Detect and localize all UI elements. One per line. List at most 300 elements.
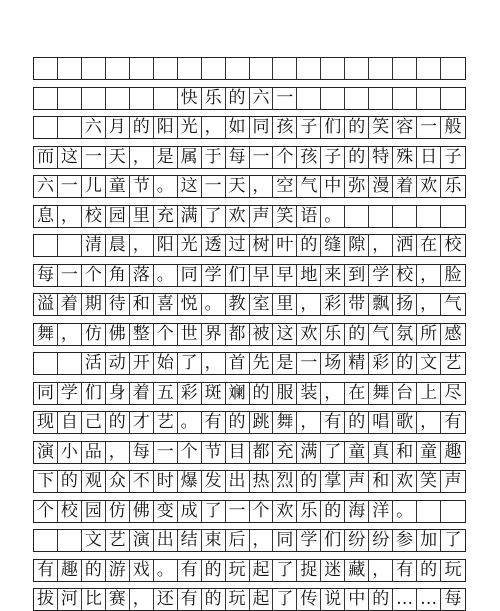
grid-cell: 和	[369, 471, 393, 492]
grid-cell: 。	[154, 265, 178, 286]
grid-cell: 童	[345, 442, 369, 463]
grid-cell	[58, 530, 82, 551]
grid-cell	[321, 58, 345, 79]
grid-cell: ，	[417, 412, 441, 433]
grid-cell: 了	[444, 530, 462, 550]
grid-cell: ，	[130, 147, 154, 168]
grid-cell: ，	[130, 235, 154, 256]
grid-cell: ，	[58, 206, 82, 227]
grid-cell: 被	[250, 324, 274, 345]
grid-cell: 待	[106, 294, 130, 315]
grid-row	[33, 293, 466, 316]
grid-cell	[154, 58, 178, 79]
grid-cell: 了	[202, 206, 226, 227]
grid-cell: 的	[130, 117, 154, 138]
grid-cell: 学	[202, 265, 226, 286]
grid-cell	[417, 206, 441, 227]
grid-cell	[178, 58, 202, 79]
grid-row	[33, 352, 466, 375]
grid-cell: 天	[106, 147, 130, 168]
grid-cell: 乐	[202, 88, 226, 109]
grid-cell: 真	[369, 442, 393, 463]
grid-cell: 洋	[369, 501, 393, 522]
grid-cell: 上	[417, 383, 441, 404]
grid-cell: 笑	[273, 206, 297, 227]
grid-cell: ，	[369, 235, 393, 256]
grid-cell: 这	[273, 324, 297, 345]
grid-cell: 的	[345, 147, 369, 168]
grid-cell: …	[393, 589, 417, 610]
grid-cell: 佛	[130, 501, 154, 522]
grid-cell: ，	[106, 442, 130, 463]
grid-cell: …	[417, 589, 441, 610]
grid-cell: 爆	[178, 471, 202, 492]
grid-cell	[417, 501, 441, 522]
grid-cell: 加	[417, 530, 441, 551]
grid-row	[33, 588, 466, 611]
grid-cell: 一	[58, 176, 82, 197]
grid-cell: 仿	[82, 324, 106, 345]
grid-cell: 阳	[154, 235, 178, 256]
grid-cell: 。	[202, 294, 226, 315]
grid-cell: 。	[154, 560, 178, 581]
grid-cell: 演	[130, 530, 154, 551]
grid-cell: 演	[34, 442, 58, 463]
grid-cell: 和	[130, 294, 154, 315]
grid-cell: 缝	[321, 235, 345, 256]
grid-cell: 有	[178, 589, 202, 610]
grid-cell: 五	[154, 383, 178, 404]
grid-cell	[82, 58, 106, 79]
grid-cell: 身	[106, 383, 130, 404]
grid-cell: 校	[58, 501, 82, 522]
grid-cell	[34, 58, 58, 79]
grid-cell: 小	[58, 442, 82, 463]
grid-cell: 童	[417, 442, 441, 463]
grid-cell: 子	[444, 146, 462, 167]
grid-row	[33, 559, 466, 582]
grid-cell: 的	[297, 471, 321, 492]
grid-cell: 个	[154, 324, 178, 345]
grid-cell: 趣	[58, 560, 82, 581]
grid-cell: 艺	[106, 530, 130, 551]
grid-cell: 先	[250, 353, 274, 374]
grid-cell: 活	[82, 353, 106, 374]
grid-cell: ，	[250, 530, 274, 551]
grid-cell: 每	[34, 265, 58, 286]
grid-cell: 起	[250, 560, 274, 581]
grid-cell	[393, 58, 417, 79]
grid-cell: 六	[250, 88, 274, 109]
grid-cell: 。	[154, 176, 178, 197]
grid-cell: 们	[321, 530, 345, 551]
grid-cell: 有	[178, 560, 202, 581]
grid-row	[33, 116, 466, 139]
grid-cell: 乐	[297, 501, 321, 522]
grid-cell: 不	[130, 471, 154, 492]
grid-cell: ，	[417, 265, 441, 286]
grid-cell: 充	[154, 206, 178, 227]
grid-cell: 的	[202, 589, 226, 610]
grid-cell	[58, 58, 82, 79]
grid-cell: 这	[58, 147, 82, 168]
grid-cell: 有	[444, 412, 462, 432]
grid-cell: 观	[82, 471, 106, 492]
grid-cell	[130, 88, 154, 109]
grid-cell: 弥	[345, 176, 369, 197]
grid-cell	[297, 58, 321, 79]
grid-cell: 纷	[369, 530, 393, 551]
grid-cell: 欢	[273, 501, 297, 522]
grid-cell: 树	[250, 235, 274, 256]
grid-cell: 脸	[444, 264, 462, 285]
grid-cell: 息	[34, 206, 58, 227]
grid-cell: 开	[130, 353, 154, 374]
grid-cell: 六	[82, 117, 106, 138]
grid-cell: 跳	[250, 412, 274, 433]
grid-cell	[369, 58, 393, 79]
grid-cell: 殊	[393, 147, 417, 168]
grid-cell: 月	[106, 117, 130, 138]
grid-cell: 的	[226, 88, 250, 109]
grid-cell: 同	[250, 117, 274, 138]
grid-cell: ，	[250, 176, 274, 197]
grid-cell: 每	[444, 589, 462, 609]
grid-cell: 世	[178, 324, 202, 345]
grid-cell: 室	[250, 294, 274, 315]
grid-cell: 着	[58, 294, 82, 315]
grid-cell: 每	[130, 442, 154, 463]
grid-cell: 首	[226, 353, 250, 374]
grid-cell: 发	[202, 471, 226, 492]
grid-cell	[58, 117, 82, 138]
grid-cell: 一	[250, 147, 274, 168]
grid-cell: 漫	[369, 176, 393, 197]
grid-cell: 了	[178, 353, 202, 374]
grid-cell: 斑	[202, 383, 226, 404]
grid-cell	[441, 88, 465, 109]
grid-cell	[393, 206, 417, 227]
grid-cell: 欢	[226, 206, 250, 227]
grid-row	[33, 441, 466, 464]
grid-cell: 于	[202, 147, 226, 168]
grid-cell: 阳	[154, 117, 178, 138]
grid-cell: ，	[130, 589, 154, 610]
grid-cell: 光	[178, 235, 202, 256]
grid-cell: ，	[297, 294, 321, 315]
grid-cell	[321, 88, 345, 109]
grid-cell: 的	[417, 560, 441, 581]
grid-cell: 学	[58, 383, 82, 404]
grid-cell: 艺	[444, 353, 462, 373]
grid-cell: 了	[273, 589, 297, 610]
grid-cell: 了	[273, 560, 297, 581]
grid-cell: 出	[226, 471, 250, 492]
grid-cell	[345, 206, 369, 227]
grid-row	[33, 175, 466, 198]
grid-cell: 捉	[297, 560, 321, 581]
grid-cell	[34, 353, 58, 374]
grid-cell	[441, 206, 465, 227]
grid-cell: 佛	[106, 324, 130, 345]
grid-cell: 所	[417, 324, 441, 345]
grid-cell: 六	[34, 176, 58, 197]
grid-cell: 同	[273, 530, 297, 551]
grid-cell: 里	[130, 206, 154, 227]
grid-cell: ，	[321, 383, 345, 404]
grid-row	[33, 146, 466, 169]
grid-row	[33, 529, 466, 552]
grid-cell: 。	[178, 412, 202, 433]
grid-cell: 的	[321, 501, 345, 522]
grid-cell: 了	[321, 442, 345, 463]
grid-cell: 出	[154, 530, 178, 551]
grid-cell: 的	[226, 412, 250, 433]
grid-cell: 下	[34, 471, 58, 492]
grid-cell: 这	[178, 176, 202, 197]
grid-cell	[202, 58, 226, 79]
grid-cell: 儿	[82, 176, 106, 197]
grid-cell: 舞	[369, 383, 393, 404]
grid-cell: 的	[58, 471, 82, 492]
grid-cell: 迷	[321, 560, 345, 581]
grid-cell: 传	[297, 589, 321, 610]
grid-cell: 早	[273, 265, 297, 286]
grid-cell: 起	[250, 589, 274, 610]
grid-cell: 洒	[393, 235, 417, 256]
grid-cell: 孩	[297, 147, 321, 168]
grid-cell: 日	[417, 147, 441, 168]
grid-cell: 趣	[444, 441, 462, 462]
grid-cell: 说	[321, 589, 345, 610]
grid-cell: 都	[250, 442, 274, 463]
grid-cell: 角	[106, 265, 130, 286]
grid-cell: 赛	[106, 589, 130, 610]
grid-cell: 烈	[273, 471, 297, 492]
grid-cell: 童	[106, 176, 130, 197]
grid-cell: 声	[250, 206, 274, 227]
grid-cell	[34, 530, 58, 551]
grid-cell: 的	[345, 324, 369, 345]
grid-cell: 束	[202, 530, 226, 551]
grid-cell: 充	[273, 442, 297, 463]
grid-cell: 文	[82, 530, 106, 551]
grid-cell: 的	[369, 589, 393, 610]
grid-cell: 乐	[444, 176, 462, 196]
grid-cell: 结	[178, 530, 202, 551]
grid-cell: 教	[226, 294, 250, 315]
grid-cell: 自	[58, 412, 82, 433]
grid-cell: 园	[106, 206, 130, 227]
grid-cell: 是	[154, 147, 178, 168]
grid-cell	[417, 58, 441, 79]
grid-cell: 飘	[369, 294, 393, 315]
grid-cell: 都	[226, 324, 250, 345]
grid-cell: 艺	[154, 412, 178, 433]
grid-cell	[345, 88, 369, 109]
grid-cell: 动	[106, 353, 130, 374]
grid-cell: 海	[345, 501, 369, 522]
grid-cell	[297, 88, 321, 109]
grid-cell: ，	[417, 294, 441, 315]
grid-cell	[369, 88, 393, 109]
grid-cell	[106, 58, 130, 79]
grid-cell: 玩	[444, 559, 462, 580]
grid-cell: 校	[82, 206, 106, 227]
grid-cell: 个	[273, 147, 297, 168]
grid-cell: 的	[82, 560, 106, 581]
grid-cell	[441, 58, 465, 79]
grid-cell: 彩	[321, 294, 345, 315]
grid-cell: 仿	[106, 501, 130, 522]
grid-cell: 品	[82, 442, 106, 463]
grid-cell: 悦	[178, 294, 202, 315]
grid-cell: 时	[154, 471, 178, 492]
grid-cell: 语	[297, 206, 321, 227]
grid-cell: 台	[393, 383, 417, 404]
grid-cell: 玩	[226, 589, 250, 610]
grid-cell: 乐	[321, 324, 345, 345]
grid-cell: 如	[226, 117, 250, 138]
grid-row	[33, 382, 466, 405]
grid-cell: 了	[202, 501, 226, 522]
grid-cell: 一	[154, 442, 178, 463]
grid-cell: 满	[297, 442, 321, 463]
grid-cell: 的	[250, 383, 274, 404]
grid-row	[33, 205, 466, 228]
grid-cell: 有	[321, 412, 345, 433]
grid-cell	[82, 88, 106, 109]
grid-cell: 斓	[226, 383, 250, 404]
grid-cell: 尽	[444, 382, 462, 403]
grid-cell	[393, 88, 417, 109]
grid-cell: 变	[154, 501, 178, 522]
grid-cell: 河	[58, 589, 82, 610]
grid-cell: 园	[82, 501, 106, 522]
grid-cell: 服	[273, 383, 297, 404]
grid-cell: 一	[202, 176, 226, 197]
grid-cell: 彩	[178, 383, 202, 404]
grid-cell: 们	[226, 265, 250, 286]
grid-cell	[226, 58, 250, 79]
grid-cell: 玩	[226, 560, 250, 581]
grid-cell: 叶	[273, 235, 297, 256]
grid-cell: 唱	[369, 412, 393, 433]
grid-cell: 游	[106, 560, 130, 581]
grid-cell: ，	[369, 560, 393, 581]
grid-cell: 热	[250, 471, 274, 492]
grid-cell: 孩	[273, 117, 297, 138]
grid-cell: 空	[273, 176, 297, 197]
grid-cell: 个	[178, 442, 202, 463]
grid-cell: 笑	[417, 471, 441, 492]
grid-cell: 中	[345, 589, 369, 610]
grid-cell: 的	[393, 353, 417, 374]
grid-cell: 在	[345, 383, 369, 404]
grid-cell: 着	[393, 176, 417, 197]
grid-cell	[345, 58, 369, 79]
grid-cell: 子	[321, 147, 345, 168]
grid-cell: 地	[297, 265, 321, 286]
grid-cell: 戏	[130, 560, 154, 581]
grid-cell	[34, 88, 58, 109]
grid-cell: 里	[273, 294, 297, 315]
grid-cell: 纷	[345, 530, 369, 551]
grid-cell: 和	[393, 442, 417, 463]
grid-cell: 特	[369, 147, 393, 168]
grid-cell: 比	[82, 589, 106, 610]
grid-cell: 晨	[106, 235, 130, 256]
grid-cell: 彩	[369, 353, 393, 374]
grid-cell: 喜	[154, 294, 178, 315]
grid-cell	[58, 235, 82, 256]
grid-cell: 而	[34, 147, 58, 168]
grid-cell: 声	[345, 471, 369, 492]
grid-cell: 笑	[369, 117, 393, 138]
grid-cell: 成	[178, 501, 202, 522]
grid-cell: 满	[178, 206, 202, 227]
grid-cell	[369, 206, 393, 227]
grid-cell: 舞	[273, 412, 297, 433]
grid-cell: 的	[345, 412, 369, 433]
grid-row	[33, 264, 466, 287]
grid-cell: 一	[226, 501, 250, 522]
grid-cell: 己	[82, 412, 106, 433]
grid-cell: 。	[321, 206, 345, 227]
grid-cell: 的	[106, 412, 130, 433]
grid-cell: 扬	[393, 294, 417, 315]
grid-cell	[441, 501, 465, 522]
grid-cell: 过	[226, 235, 250, 256]
grid-cell: 般	[444, 117, 462, 137]
grid-cell: 的	[345, 117, 369, 138]
grid-row	[33, 470, 466, 493]
grid-cell: 早	[250, 265, 274, 286]
grid-cell: 来	[321, 265, 345, 286]
grid-cell: 容	[393, 117, 417, 138]
grid-cell: 有	[393, 560, 417, 581]
grid-cell	[34, 235, 58, 256]
grid-cell: 藏	[345, 560, 369, 581]
grid-cell: 欢	[297, 324, 321, 345]
grid-cell: 一	[58, 265, 82, 286]
grid-cell: 带	[345, 294, 369, 315]
grid-cell	[34, 117, 58, 138]
grid-cell: 界	[202, 324, 226, 345]
grid-cell: 一	[297, 353, 321, 374]
grid-cell: 是	[273, 353, 297, 374]
grid-cell: 有	[34, 560, 58, 581]
grid-cell: ，	[202, 353, 226, 374]
grid-cell: 装	[297, 383, 321, 404]
grid-row	[33, 323, 466, 346]
grid-cell: 学	[369, 265, 393, 286]
grid-cell: 期	[82, 294, 106, 315]
grid-cell	[417, 88, 441, 109]
grid-cell: 声	[444, 471, 462, 491]
grid-cell: 学	[297, 530, 321, 551]
grid-cell: 子	[297, 117, 321, 138]
grid-cell	[250, 58, 274, 79]
grid-cell: 们	[321, 117, 345, 138]
grid-cell: 掌	[321, 471, 345, 492]
grid-cell: 参	[393, 530, 417, 551]
grid-cell: 到	[345, 265, 369, 286]
grid-cell: 氛	[393, 324, 417, 345]
grid-cell: 欢	[393, 471, 417, 492]
grid-cell: 目	[226, 442, 250, 463]
grid-row	[33, 87, 466, 110]
